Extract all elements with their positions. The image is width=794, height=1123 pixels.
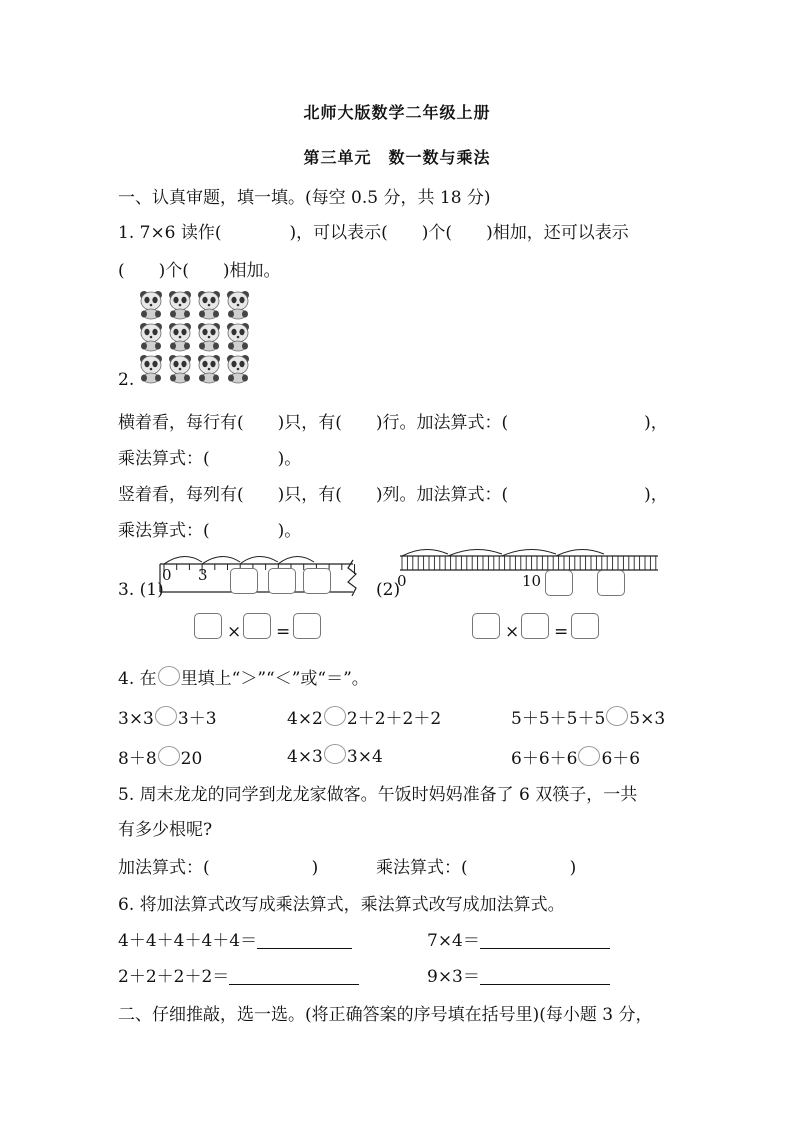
panda-icon xyxy=(169,355,191,383)
ruler-2-answer-box[interactable] xyxy=(545,570,573,596)
comparison-item xyxy=(511,704,665,729)
comparison-circle[interactable] xyxy=(158,746,180,766)
comparison-right: 20 xyxy=(180,749,203,769)
ruler-1-answer-box[interactable] xyxy=(230,568,258,594)
question-3-label-2: (2) xyxy=(376,580,401,600)
comparison-circle[interactable] xyxy=(324,744,346,764)
comparison-left: 4×2 xyxy=(287,709,323,729)
comparison-item xyxy=(511,744,640,769)
comparison-item xyxy=(287,704,441,729)
comparison-circle[interactable] xyxy=(606,706,628,726)
question-2-col-multiply: 乘法算式：( )。 xyxy=(118,521,302,541)
question-4-suffix: 里填上“＞”“＜”或“＝”。 xyxy=(180,669,369,689)
equation-1-box-a[interactable] xyxy=(194,613,222,639)
comparison-item xyxy=(118,744,202,769)
equals-sign: = xyxy=(276,622,291,642)
rewrite-expression: 7×4＝ xyxy=(427,931,480,951)
comparison-circle-icon xyxy=(158,666,180,686)
equation-1-box-c[interactable] xyxy=(293,613,321,639)
number-line-1 xyxy=(158,544,368,596)
equation-2-box-a[interactable] xyxy=(472,613,500,639)
question-5-multiplication: 乘法算式：( ) xyxy=(376,858,577,878)
panda-icon xyxy=(140,291,162,319)
panda-icon xyxy=(169,291,191,319)
equation-2-box-b[interactable] xyxy=(521,613,549,639)
comparison-right: 3×4 xyxy=(346,747,383,767)
question-4-instruction xyxy=(118,664,369,689)
comparison-left: 6＋6＋6 xyxy=(511,749,578,769)
answer-line[interactable] xyxy=(229,968,359,985)
rewrite-expression: 9×3＝ xyxy=(427,967,480,987)
question-3-label-1: 3. (1) xyxy=(118,580,164,600)
question-1-line-1: 1. 7×6 读作( )，可以表示( )个( )相加，还可以表示 xyxy=(118,223,629,243)
ruler-2-tick-10: 10 xyxy=(522,572,542,590)
question-2-row-multiply: 乘法算式：( )。 xyxy=(118,449,302,469)
question-2-row-line: 横着看，每行有( )只，有( )行。加法算式：( )， xyxy=(118,413,668,433)
comparison-circle[interactable] xyxy=(324,706,346,726)
comparison-right: 6＋6 xyxy=(601,749,641,769)
comparison-left: 5＋5＋5＋5 xyxy=(511,709,606,729)
question-5-addition: 加法算式：( ) xyxy=(118,858,319,878)
panda-icon xyxy=(198,291,220,319)
times-sign: × xyxy=(505,622,520,642)
rewrite-item xyxy=(118,962,359,987)
rewrite-expression: 4＋4＋4＋4＋4＝ xyxy=(118,931,258,951)
rewrite-expression: 2＋2＋2＋2＝ xyxy=(118,967,230,987)
panda-grid xyxy=(137,288,257,388)
ruler-1-tick-3: 3 xyxy=(198,566,208,584)
section-heading-1: 一、认真审题，填一填。(每空 0.5 分，共 18 分) xyxy=(118,188,491,208)
question-1-line-2: ( )个( )相加。 xyxy=(118,261,281,281)
panda-icon xyxy=(227,323,249,351)
ruler-1-answer-box[interactable] xyxy=(268,568,296,594)
comparison-right: 5×3 xyxy=(629,709,666,729)
ruler-2-tick-0: 0 xyxy=(397,572,407,590)
equation-2-box-c[interactable] xyxy=(571,613,599,639)
panda-icon xyxy=(198,355,220,383)
rewrite-item xyxy=(427,926,610,951)
question-4-prefix: 4. 在 xyxy=(118,669,157,689)
equals-sign: = xyxy=(554,622,569,642)
panda-icon xyxy=(227,291,249,319)
ruler-1-answer-box[interactable] xyxy=(303,568,331,594)
question-5-line-1: 5. 周末龙龙的同学到龙龙家做客。午饭时妈妈准备了 6 双筷子，一共 xyxy=(118,785,638,805)
comparison-item xyxy=(118,704,217,729)
panda-image xyxy=(137,288,257,388)
rewrite-item xyxy=(118,926,352,951)
comparison-left: 8＋8 xyxy=(118,749,157,769)
question-2-label: 2. xyxy=(118,370,135,390)
answer-line[interactable] xyxy=(480,968,610,985)
ruler-1-tick-0: 0 xyxy=(162,566,172,584)
times-sign: × xyxy=(227,622,242,642)
answer-line[interactable] xyxy=(480,932,610,949)
unit-title: 第三单元 数一数与乘法 xyxy=(303,148,491,167)
comparison-item xyxy=(287,744,383,767)
comparison-circle[interactable] xyxy=(578,746,600,766)
ruler-2-answer-box[interactable] xyxy=(597,570,625,596)
question-6-heading: 6. 将加法算式改写成乘法算式，乘法算式改写成加法算式。 xyxy=(118,895,565,915)
comparison-left: 4×3 xyxy=(287,747,323,767)
equation-1-box-b[interactable] xyxy=(243,613,271,639)
panda-icon xyxy=(169,323,191,351)
comparison-right: 3＋3 xyxy=(177,709,217,729)
document-title: 北师大版数学二年级上册 xyxy=(303,103,491,122)
comparison-circle[interactable] xyxy=(155,706,177,726)
question-2-col-line: 竖着看，每列有( )只，有( )列。加法算式：( )， xyxy=(118,485,668,505)
section-heading-2: 二、仔细推敲，选一选。(将正确答案的序号填在括号里)(每小题 3 分， xyxy=(118,1005,653,1025)
panda-icon xyxy=(227,355,249,383)
rewrite-item xyxy=(427,962,610,987)
question-5-line-2: 有多少根呢? xyxy=(118,820,213,840)
comparison-left: 3×3 xyxy=(118,709,154,729)
panda-icon xyxy=(140,355,162,383)
panda-icon xyxy=(198,323,220,351)
answer-line[interactable] xyxy=(257,932,352,949)
panda-icon xyxy=(140,323,162,351)
comparison-right: 2＋2＋2＋2 xyxy=(346,709,442,729)
